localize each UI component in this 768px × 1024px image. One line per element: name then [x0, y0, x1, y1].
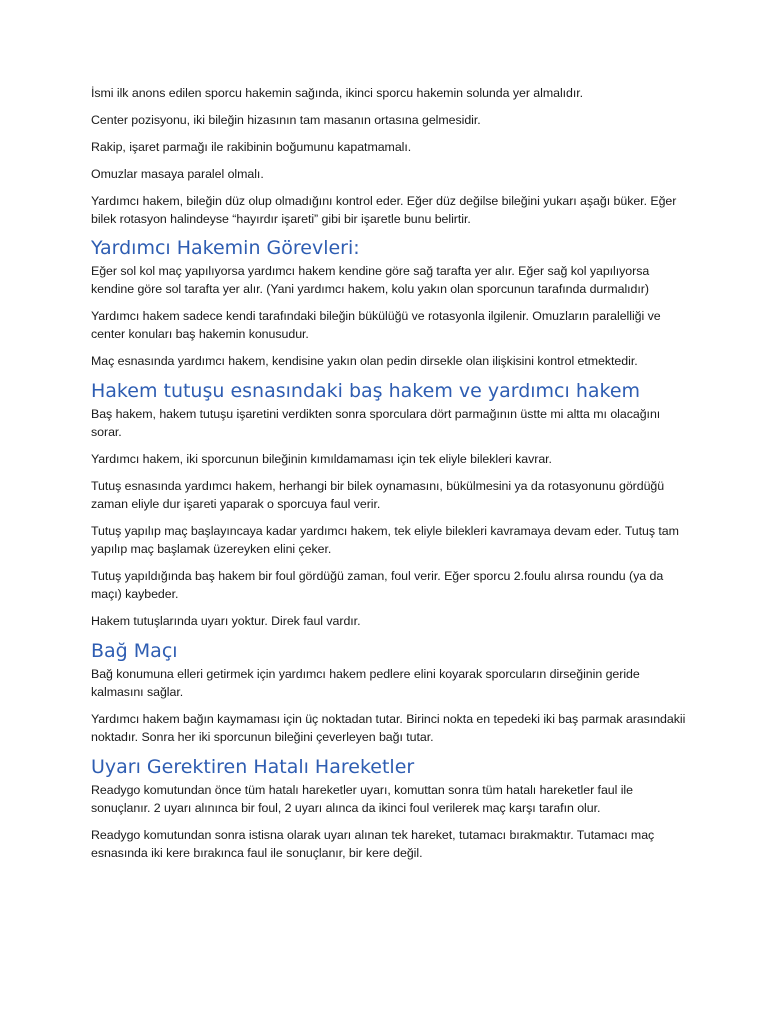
section-hakem-tutusu — [91, 379, 687, 630]
section-heading: Hakem tutuşu esnasındaki baş hakem ve yardımcı hakem — [91, 380, 641, 402]
paragraph: Center pozisyonu, iki bileğin hizasının tam masanın ortasına gelmesidir. — [91, 113, 481, 127]
paragraph: Bağ konumuna elleri getirmek için yardımcı hakem pedlere elini koyarak sporcuların dirseğinin geride kalmasını sağlar. — [91, 667, 640, 699]
section-uyari-hareketler — [91, 755, 687, 862]
paragraph: Yardımcı hakem bağın kaymaması için üç noktadan tutar. Birinci nokta en tepedeki iki baş parmak arasındakii noktadır. Sonra her iki sporcunun bileğini çeverleyen bağı tutar. — [91, 712, 686, 744]
paragraph: İsmi ilk anons edilen sporcu hakemin sağında, ikinci sporcu hakemin solunda yer almalıdır. — [91, 86, 584, 100]
document-page — [91, 84, 687, 871]
section-yardimci-hakem — [91, 236, 687, 370]
paragraph: Yardımcı hakem, bileğin düz olup olmadığını kontrol eder. Eğer düz değilse bileğini yukarı aşağı büker. Eğer bilek rotasyon halindeyse “hayırdır işareti” gibi bir işaretle bunu belirtir. — [91, 194, 677, 226]
paragraph: Omuzlar masaya paralel olmalı. — [91, 167, 264, 181]
paragraph: Readygo komutundan sonra istisna olarak uyarı alınan tek hareket, tutamacı bırakmaktır. Tutamacı maç esnasında iki kere bırakınca faul ile sonuçlanır, bir kere değil. — [91, 828, 655, 860]
paragraph: Hakem tutuşlarında uyarı yoktur. Direk faul vardır. — [91, 614, 361, 628]
section-heading: Yardımcı Hakemin Görevleri: — [91, 237, 360, 259]
section-heading: Bağ Maçı — [91, 640, 178, 662]
section-heading: Uyarı Gerektiren Hatalı Hareketler — [91, 756, 415, 778]
paragraph: Rakip, işaret parmağı ile rakibinin boğumunu kapatmamalı. — [91, 140, 412, 154]
paragraph: Maç esnasında yardımcı hakem, kendisine yakın olan pedin dirsekle olan ilişkisini kontrol etmektedir. — [91, 354, 638, 368]
paragraph: Yardımcı hakem, iki sporcunun bileğinin kımıldamaması için tek eliyle bilekleri kavrar. — [91, 452, 552, 466]
section-bag-maci — [91, 639, 687, 746]
paragraph: Tutuş esnasında yardımcı hakem, herhangi bir bilek oynamasını, bükülmesini ya da rotasyonunu gördüğü zaman eliyle dur işareti yaparak o sporcuya faul verir. — [91, 479, 665, 511]
paragraph: Tutuş yapılıp maç başlayıncaya kadar yardımcı hakem, tek eliyle bilekleri kavramaya devam eder. Tutuş tam yapılıp maç başlamak üzereyken elini çeker. — [91, 524, 679, 556]
paragraph: Baş hakem, hakem tutuşu işaretini verdikten sonra sporculara dört parmağının üstte mi altta mı olacağını sorar. — [91, 407, 661, 439]
paragraph: Eğer sol kol maç yapılıyorsa yardımcı hakem kendine göre sağ tarafta yer alır. Eğer sağ kol yapılıyorsa kendine göre sol tarafta yer alır. (Yani yardımcı hakem, kolu yakın olan sporcunun tarafında durmalıdır) — [91, 264, 650, 296]
paragraph: Readygo komutundan önce tüm hatalı hareketler uyarı, komuttan sonra tüm hatalı hareketler faul ile sonuçlanır. 2 uyarı alınınca bir foul, 2 uyarı alınca da ikinci foul verilerek maç karşı tarafın olur. — [91, 783, 633, 815]
paragraph: Tutuş yapıldığında baş hakem bir foul gördüğü zaman, foul verir. Eğer sporcu 2.foulu alırsa roundu (ya da maçı) kaybeder. — [91, 569, 664, 601]
paragraph: Yardımcı hakem sadece kendi tarafındaki bileğin bükülüğü ve rotasyonla ilgilenir. Omuzların paralelliği ve center konuları baş hakemin konusudur. — [91, 309, 661, 341]
intro-section — [91, 84, 687, 228]
